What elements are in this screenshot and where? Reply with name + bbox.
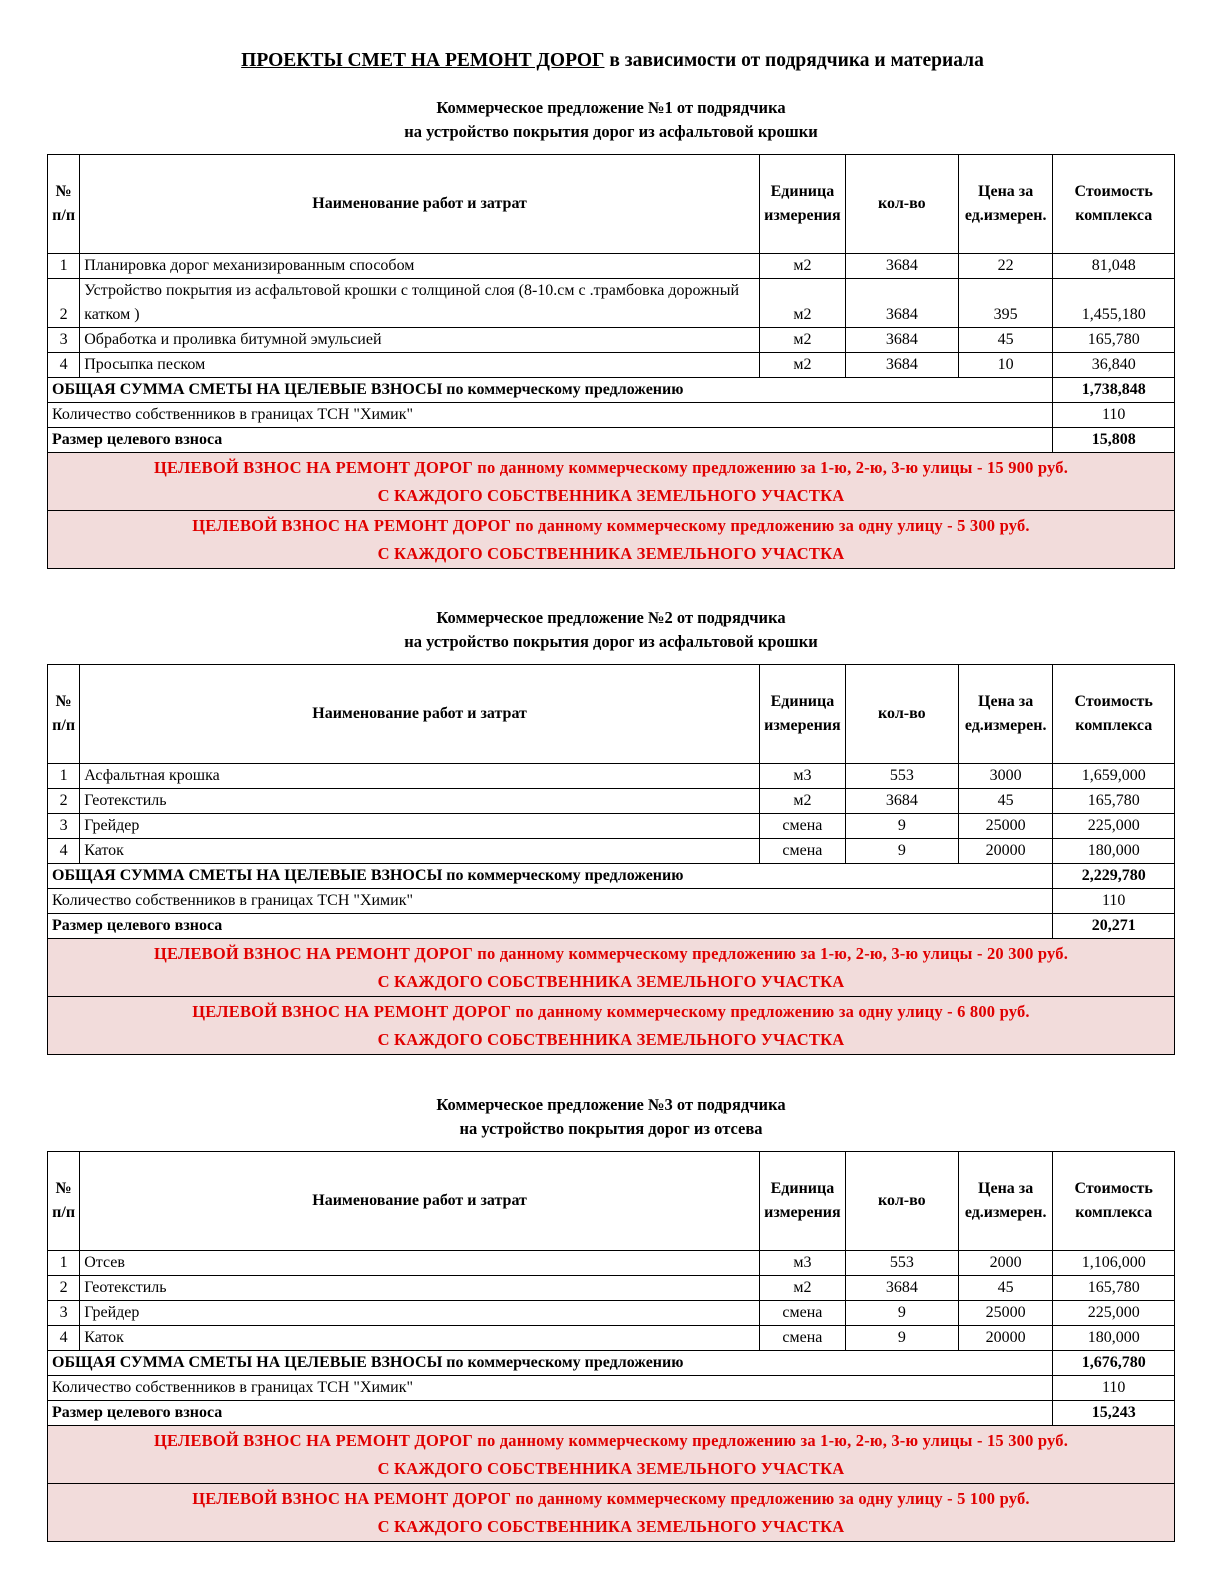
row-name: Грейдер xyxy=(80,814,760,839)
fee-note-cell xyxy=(48,1484,1175,1542)
total-row xyxy=(48,864,1175,889)
total-label-rest: по коммерческому предложению xyxy=(442,1354,684,1371)
owners-label: Количество собственников в границах ТСН "Химик" xyxy=(48,1376,1053,1401)
fee-note-cell xyxy=(48,939,1175,997)
row-qty: 3684 xyxy=(845,254,958,279)
table-row xyxy=(48,1251,1175,1276)
row-cost: 36,840 xyxy=(1053,353,1175,378)
row-qty: 3684 xyxy=(845,279,958,328)
row-num: 1 xyxy=(48,254,80,279)
table-row xyxy=(48,764,1175,789)
row-cost: 225,000 xyxy=(1053,1301,1175,1326)
table-row xyxy=(48,1276,1175,1301)
owners-value: 110 xyxy=(1053,1376,1175,1401)
row-name: Устройство покрытия из асфальтовой крошки с толщиной слоя (8-10.см с .трамбовка дорожный катком ) xyxy=(80,279,760,328)
row-name: Геотекстиль xyxy=(80,789,760,814)
row-cost: 81,048 xyxy=(1053,254,1175,279)
col-header-qty: кол-во xyxy=(845,665,958,764)
note-bold: ЦЕЛЕВОЙ ВЗНОС НА РЕМОНТ ДОРОГ xyxy=(192,1488,512,1508)
row-num: 3 xyxy=(48,814,80,839)
page-title xyxy=(0,50,1225,72)
section-heading xyxy=(47,1093,1175,1141)
row-price: 45 xyxy=(958,328,1053,353)
row-num: 4 xyxy=(48,1326,80,1351)
section-heading xyxy=(47,606,1175,654)
row-cost: 165,780 xyxy=(1053,1276,1175,1301)
row-name: Отсев xyxy=(80,1251,760,1276)
row-qty: 9 xyxy=(845,839,958,864)
fee-note-cell xyxy=(48,1426,1175,1484)
section-heading xyxy=(47,96,1175,144)
note-line2: С КАЖДОГО СОБСТВЕННИКА ЗЕМЕЛЬНОГО УЧАСТКА xyxy=(377,485,845,505)
row-num: 4 xyxy=(48,839,80,864)
row-name: Каток xyxy=(80,1326,760,1351)
row-cost: 1,455,180 xyxy=(1053,279,1175,328)
estimate-table xyxy=(47,664,1175,1055)
fee-value: 15,243 xyxy=(1053,1401,1175,1426)
row-qty: 3684 xyxy=(845,353,958,378)
owners-value: 110 xyxy=(1053,889,1175,914)
row-num: 1 xyxy=(48,764,80,789)
row-num: 3 xyxy=(48,1301,80,1326)
row-cost: 180,000 xyxy=(1053,1326,1175,1351)
table-header-row xyxy=(48,665,1175,764)
row-name: Каток xyxy=(80,839,760,864)
fee-value: 15,808 xyxy=(1053,428,1175,453)
total-label-rest: по коммерческому предложению xyxy=(442,381,684,398)
col-header-price: Цена за ед.измерен. xyxy=(958,155,1053,254)
row-price: 20000 xyxy=(958,1326,1053,1351)
row-name: Обработка и проливка битумной эмульсией xyxy=(80,328,760,353)
estimate-table xyxy=(47,1151,1175,1542)
note-line2: С КАЖДОГО СОБСТВЕННИКА ЗЕМЕЛЬНОГО УЧАСТКА xyxy=(377,1458,845,1478)
col-header-name: Наименование работ и затрат xyxy=(80,1152,760,1251)
col-header-qty: кол-во xyxy=(845,155,958,254)
owners-value: 110 xyxy=(1053,403,1175,428)
estimate-section-3 xyxy=(47,1093,1175,1542)
note-bold: ЦЕЛЕВОЙ ВЗНОС НА РЕМОНТ ДОРОГ xyxy=(153,943,473,963)
row-price: 25000 xyxy=(958,814,1053,839)
estimate-table xyxy=(47,154,1175,569)
col-header-unit: Единица измерения xyxy=(759,1152,845,1251)
total-label xyxy=(48,864,1053,889)
table-row xyxy=(48,814,1175,839)
row-name: Планировка дорог механизированным способом xyxy=(80,254,760,279)
fee-note-all-streets xyxy=(48,1426,1175,1484)
note-bold: ЦЕЛЕВОЙ ВЗНОС НА РЕМОНТ ДОРОГ xyxy=(153,1430,473,1450)
fee-note-all-streets xyxy=(48,939,1175,997)
fee-note-cell xyxy=(48,453,1175,511)
table-row xyxy=(48,839,1175,864)
col-header-qty: кол-во xyxy=(845,1152,958,1251)
note-bold: ЦЕЛЕВОЙ ВЗНОС НА РЕМОНТ ДОРОГ xyxy=(192,515,512,535)
row-num: 3 xyxy=(48,328,80,353)
col-header-price: Цена за ед.измерен. xyxy=(958,1152,1053,1251)
table-row xyxy=(48,353,1175,378)
table-row xyxy=(48,789,1175,814)
row-price: 22 xyxy=(958,254,1053,279)
col-header-name: Наименование работ и затрат xyxy=(80,665,760,764)
row-unit: м3 xyxy=(759,764,845,789)
fee-note-one-street xyxy=(48,997,1175,1055)
row-unit: м2 xyxy=(759,279,845,328)
col-header-num: № п/п xyxy=(48,665,80,764)
row-unit: м2 xyxy=(759,254,845,279)
section-heading-line-2: на устройство покрытия дорог из отсева xyxy=(459,1119,763,1138)
note-rest: по данному коммерческому предложению за одну улицу - 5 100 руб. xyxy=(511,1488,1030,1508)
section-heading-line-1: Коммерческое предложение №1 от подрядчика xyxy=(436,98,786,117)
col-header-unit: Единица измерения xyxy=(759,155,845,254)
row-unit: смена xyxy=(759,1326,845,1351)
estimate-section-2 xyxy=(47,606,1175,1055)
note-rest: по данному коммерческому предложению за 1-ю, 2-ю, 3-ю улицы - 15 300 руб. xyxy=(472,1430,1069,1450)
total-label xyxy=(48,1351,1053,1376)
row-num: 2 xyxy=(48,279,80,328)
table-header-row xyxy=(48,155,1175,254)
row-name: Грейдер xyxy=(80,1301,760,1326)
note-line2: С КАЖДОГО СОБСТВЕННИКА ЗЕМЕЛЬНОГО УЧАСТКА xyxy=(377,1029,845,1049)
row-unit: смена xyxy=(759,814,845,839)
row-num: 4 xyxy=(48,353,80,378)
row-num: 2 xyxy=(48,1276,80,1301)
owners-label: Количество собственников в границах ТСН "Химик" xyxy=(48,403,1053,428)
row-qty: 9 xyxy=(845,1326,958,1351)
owners-label: Количество собственников в границах ТСН "Химик" xyxy=(48,889,1053,914)
row-unit: м2 xyxy=(759,328,845,353)
row-cost: 1,106,000 xyxy=(1053,1251,1175,1276)
fee-row xyxy=(48,914,1175,939)
col-header-cost: Стоимость комплекса xyxy=(1053,1152,1175,1251)
total-label-bold: ОБЩАЯ СУММА СМЕТЫ НА ЦЕЛЕВЫЕ ВЗНОСЫ xyxy=(52,1354,443,1371)
fee-label: Размер целевого взноса xyxy=(48,914,1053,939)
fee-note-cell xyxy=(48,997,1175,1055)
note-bold: ЦЕЛЕВОЙ ВЗНОС НА РЕМОНТ ДОРОГ xyxy=(153,457,473,477)
total-label-rest: по коммерческому предложению xyxy=(442,867,684,884)
row-cost: 165,780 xyxy=(1053,328,1175,353)
total-value: 1,676,780 xyxy=(1053,1351,1175,1376)
table-row xyxy=(48,279,1175,328)
row-cost: 180,000 xyxy=(1053,839,1175,864)
row-num: 2 xyxy=(48,789,80,814)
total-value: 1,738,848 xyxy=(1053,378,1175,403)
row-qty: 3684 xyxy=(845,1276,958,1301)
note-rest: по данному коммерческому предложению за 1-ю, 2-ю, 3-ю улицы - 15 900 руб. xyxy=(472,457,1069,477)
note-line2: С КАЖДОГО СОБСТВЕННИКА ЗЕМЕЛЬНОГО УЧАСТКА xyxy=(377,971,845,991)
section-heading-line-1: Коммерческое предложение №2 от подрядчика xyxy=(436,608,786,627)
col-header-num: № п/п xyxy=(48,1152,80,1251)
table-row xyxy=(48,328,1175,353)
row-name: Асфальтная крошка xyxy=(80,764,760,789)
row-cost: 1,659,000 xyxy=(1053,764,1175,789)
col-header-name: Наименование работ и затрат xyxy=(80,155,760,254)
row-unit: смена xyxy=(759,839,845,864)
row-unit: м2 xyxy=(759,353,845,378)
owners-row xyxy=(48,403,1175,428)
row-qty: 9 xyxy=(845,1301,958,1326)
section-heading-line-2: на устройство покрытия дорог из асфальтовой крошки xyxy=(404,632,818,651)
row-price: 45 xyxy=(958,789,1053,814)
note-bold: ЦЕЛЕВОЙ ВЗНОС НА РЕМОНТ ДОРОГ xyxy=(192,1001,512,1021)
fee-note-cell xyxy=(48,511,1175,569)
note-rest: по данному коммерческому предложению за 1-ю, 2-ю, 3-ю улицы - 20 300 руб. xyxy=(472,943,1069,963)
row-price: 395 xyxy=(958,279,1053,328)
table-row xyxy=(48,254,1175,279)
row-price: 10 xyxy=(958,353,1053,378)
note-rest: по данному коммерческому предложению за одну улицу - 6 800 руб. xyxy=(511,1001,1030,1021)
row-num: 1 xyxy=(48,1251,80,1276)
section-heading-line-2: на устройство покрытия дорог из асфальтовой крошки xyxy=(404,122,818,141)
total-label-bold: ОБЩАЯ СУММА СМЕТЫ НА ЦЕЛЕВЫЕ ВЗНОСЫ xyxy=(52,381,443,398)
total-row xyxy=(48,1351,1175,1376)
section-heading-line-1: Коммерческое предложение №3 от подрядчика xyxy=(436,1095,786,1114)
note-line2: С КАЖДОГО СОБСТВЕННИКА ЗЕМЕЛЬНОГО УЧАСТКА xyxy=(377,543,845,563)
table-header-row xyxy=(48,1152,1175,1251)
row-price: 3000 xyxy=(958,764,1053,789)
fee-note-one-street xyxy=(48,511,1175,569)
row-qty: 553 xyxy=(845,1251,958,1276)
row-cost: 225,000 xyxy=(1053,814,1175,839)
row-unit: м2 xyxy=(759,789,845,814)
table-row xyxy=(48,1326,1175,1351)
note-line2: С КАЖДОГО СОБСТВЕННИКА ЗЕМЕЛЬНОГО УЧАСТКА xyxy=(377,1516,845,1536)
fee-label: Размер целевого взноса xyxy=(48,428,1053,453)
col-header-num: № п/п xyxy=(48,155,80,254)
row-price: 2000 xyxy=(958,1251,1053,1276)
note-rest: по данному коммерческому предложению за одну улицу - 5 300 руб. xyxy=(511,515,1030,535)
col-header-unit: Единица измерения xyxy=(759,665,845,764)
row-price: 20000 xyxy=(958,839,1053,864)
row-unit: м3 xyxy=(759,1251,845,1276)
col-header-price: Цена за ед.измерен. xyxy=(958,665,1053,764)
total-label-bold: ОБЩАЯ СУММА СМЕТЫ НА ЦЕЛЕВЫЕ ВЗНОСЫ xyxy=(52,867,443,884)
row-unit: смена xyxy=(759,1301,845,1326)
owners-row xyxy=(48,1376,1175,1401)
fee-note-all-streets xyxy=(48,453,1175,511)
fee-row xyxy=(48,1401,1175,1426)
row-name: Просыпка песком xyxy=(80,353,760,378)
col-header-cost: Стоимость комплекса xyxy=(1053,155,1175,254)
row-price: 45 xyxy=(958,1276,1053,1301)
page-title-main: ПРОЕКТЫ СМЕТ НА РЕМОНТ ДОРОГ xyxy=(241,50,605,71)
row-unit: м2 xyxy=(759,1276,845,1301)
total-label xyxy=(48,378,1053,403)
row-qty: 3684 xyxy=(845,789,958,814)
fee-note-one-street xyxy=(48,1484,1175,1542)
fee-row xyxy=(48,428,1175,453)
row-qty: 3684 xyxy=(845,328,958,353)
fee-label: Размер целевого взноса xyxy=(48,1401,1053,1426)
fee-value: 20,271 xyxy=(1053,914,1175,939)
estimate-section-1 xyxy=(47,96,1175,569)
page-title-rest: в зависимости от подрядчика и материала xyxy=(604,50,984,71)
row-qty: 9 xyxy=(845,814,958,839)
row-qty: 553 xyxy=(845,764,958,789)
row-name: Геотекстиль xyxy=(80,1276,760,1301)
table-row xyxy=(48,1301,1175,1326)
row-cost: 165,780 xyxy=(1053,789,1175,814)
row-price: 25000 xyxy=(958,1301,1053,1326)
total-row xyxy=(48,378,1175,403)
col-header-cost: Стоимость комплекса xyxy=(1053,665,1175,764)
owners-row xyxy=(48,889,1175,914)
total-value: 2,229,780 xyxy=(1053,864,1175,889)
